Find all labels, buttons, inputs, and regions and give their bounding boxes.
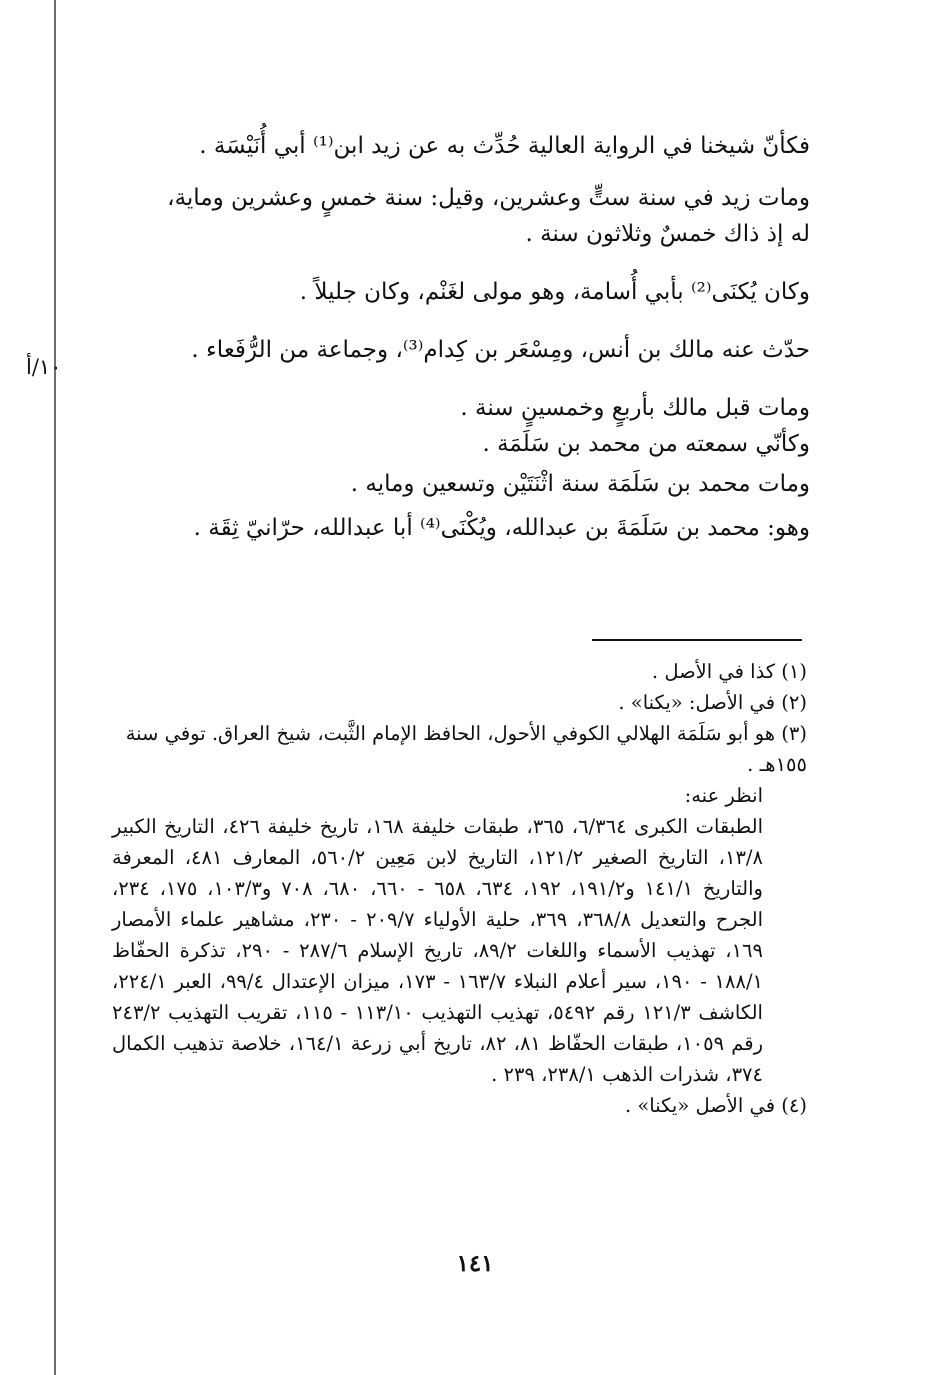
footnote-4: (٤) في الأصل «يكنا» . [624, 1094, 807, 1117]
main-line-3: له إذ ذاك خمسٌ وثلاثون سنة . [525, 221, 810, 247]
page-number: ١٤١ [456, 1250, 494, 1277]
footnotes [112, 656, 807, 1121]
margin-note: ١٠/أ [26, 355, 62, 379]
main-line-9: وهو: محمد بن سَلَمَةَ بن عبدالله، ويُكْنَى⁽⁴⁾ أبا عبدالله، حرّانيّ ثِقَة . [193, 515, 810, 541]
footnote-3: (٣) هو أبو سَلَمَة الهلالي الكوفي الأحول، الحافظ الإمام الثَّبت، شيخ العراق. توفي سنة ١٥٥هـ . [125, 722, 807, 776]
main-line-2: ومات زيد في سنة ستٍّ وعشرين، وقيل: سنة خمسٍ وعشرين وماية، [167, 185, 810, 211]
main-line-8: ومات محمد بن سَلَمَة سنة اثْنَتَيْن وتسعين ومايه . [350, 471, 810, 497]
main-line-5: حدّث عنه مالك بن أنس، ومِسْعَر بن كِدام⁽³⁾، وجماعة من الرُّفَعاء . [191, 337, 810, 363]
footnote-3-see: انظر عنه: [684, 784, 763, 807]
main-line-7: وكأنّي سمعته من محمد بن سَلَمَة . [482, 431, 810, 457]
footnote-rule [592, 639, 802, 641]
main-line-4: وكان يُكنَى⁽²⁾ بأبي أُسامة، وهو مولى لغَنْم، وكان جليلاً . [299, 279, 810, 305]
footnote-2: (٢) في الأصل: «يكنا» . [618, 691, 807, 714]
main-line-6: ومات قبل مالك بأربعٍ وخمسينٍ سنة . [460, 395, 810, 421]
main-line-1: فكأنّ شيخنا في الرواية العالية حُدِّث به عن زيد ابن⁽¹⁾ أبي أُنَيْسَة . [199, 133, 810, 159]
footnote-1: (١) كذا في الأصل . [651, 660, 807, 683]
main-text [110, 128, 810, 550]
footnote-3-references: الطبقات الكبرى ٦/٣٦٤، ٣٦٥، طبقات خليفة ١٦٨، تاريخ خليفة ٤٢٦، التاريخ الكبير ١٣/٨، التاريخ الصغير ١٢١/٢، التاريخ لابن مَعِين ٥٦٠/٢، المعارف ٤٨١، المعرفة والتاريخ ١٤١/١ و١٩١/٢، ١٩٢، ٦٣٤، ٦٥٨ - ٦٦٠، ٦٨٠، ٧٠٨ و١٠٣/٣، ١٧٥، ٢٣٤، الجرح والتعديل ٣٦٨/٨، ٣٦٩، حلية الأولياء ٢٠٩/٧ - ٢٣٠، مشاهير علماء الأمصار ١٦٩، تهذيب الأسماء واللغات ٨٩/٢، تاريخ الإسلام ٢٨٧/٦ - ٢٩٠، تذكرة الحفّاظ ١٨٨/١ - ١٩٠، سير أعلام النبلاء ١٦٣/٧ - ١٧٣، ميزان الإعتدال ٩٩/٤، العبر ٢٢٤/١، الكاشف ١٢١/٣ رقم ٥٤٩٢، تهذيب التهذيب ١١٣/١٠ - ١١٥، تقريب التهذيب ٢٤٣/٢ رقم ١٠٥٩، طبقات الحفّاظ ٨١، ٨٢، تاريخ أبي زرعة ١٦٤/١، خلاصة تذهيب الكمال ٣٧٤، شذرات الذهب ٢٣٨/١، ٢٣٩ . [112, 815, 763, 1086]
margin-rule [54, 0, 56, 1375]
